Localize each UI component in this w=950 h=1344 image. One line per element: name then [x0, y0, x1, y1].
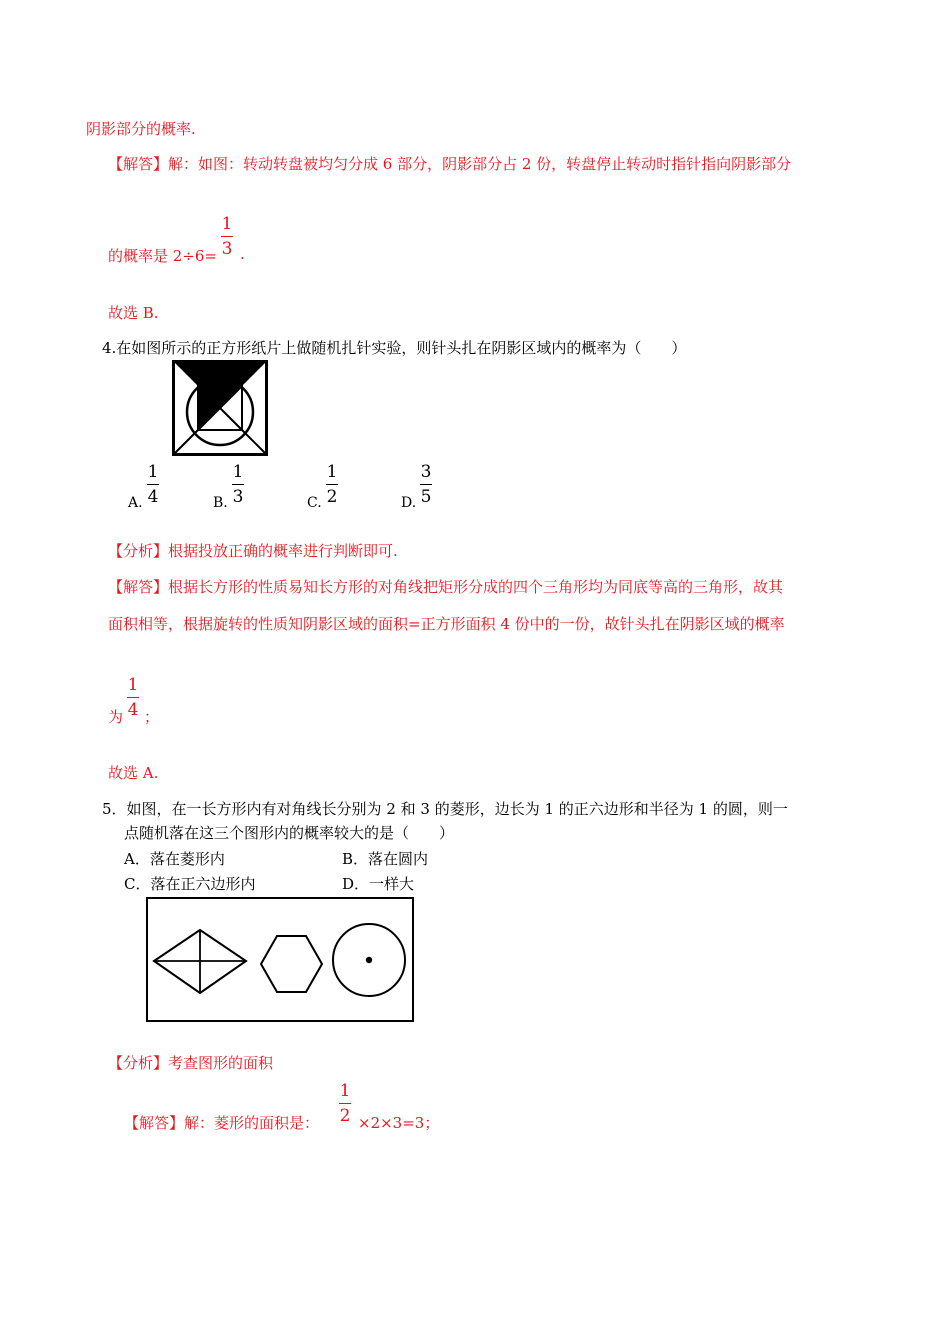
q4-analysis [108, 540, 398, 561]
fraction-denominator: 3 [221, 239, 233, 260]
analysis-label: 【分析】 [108, 542, 169, 560]
analysis-text: 根据投放正确的概率进行判断即可. [168, 542, 398, 560]
q3-answer-line1 [108, 153, 791, 174]
fraction-numerator: 1 [326, 462, 338, 482]
q4-answer-line1 [108, 576, 783, 597]
q4-option-d-label: D. [401, 495, 417, 511]
q4-choice: 故选 A. [108, 764, 159, 782]
q5-answer-prefix [124, 1112, 319, 1133]
fraction-numerator: 1 [232, 462, 244, 482]
answer-label: 【解答】 [108, 578, 169, 596]
analysis-text: 考查图形的面积 [168, 1054, 274, 1072]
analysis-label: 【分析】 [108, 1054, 169, 1072]
q5-option-b: B．落在圆内 [342, 850, 429, 868]
q5-stem-line2: 点随机落在这三个图形内的概率较大的是（ ） [124, 824, 455, 842]
q3-choice: 故选 B. [108, 304, 159, 322]
fraction-denominator: 2 [326, 487, 338, 508]
answer-text: 解：如图：转动转盘被均匀分成 6 部分，阴影部分占 2 份，转盘停止转动时指针指向阴影部分 [168, 155, 792, 173]
fraction-denominator: 3 [232, 487, 244, 508]
q4-stem: 4.在如图所示的正方形纸片上做随机扎针实验，则针头扎在阴影区域内的概率为（ ） [102, 339, 687, 357]
fraction-numerator: 1 [147, 462, 159, 482]
answer-text: 根据长方形的性质易知长方形的对角线把矩形分成的四个三角形均为同底等高的三角形，故其 [168, 578, 784, 596]
q4-square-figure [172, 360, 268, 456]
fraction-bar [326, 484, 338, 485]
fraction-bar [339, 1103, 351, 1104]
fraction-numerator: 3 [420, 462, 432, 482]
fraction-bar [127, 697, 139, 698]
fraction-bar [420, 484, 432, 485]
q4-option-b-label: B. [213, 495, 228, 511]
q4-answer-line3-suffix: ； [144, 708, 160, 726]
answer-text: 解：菱形的面积是： [184, 1114, 320, 1132]
fraction-bar [221, 236, 233, 237]
fraction-bar [147, 484, 159, 485]
fraction-denominator: 5 [420, 487, 432, 508]
q5-option-c: C．落在正六边形内 [124, 875, 256, 893]
q5-option-d: D．一样大 [342, 875, 415, 893]
answer-label: 【解答】 [108, 155, 169, 173]
circle-center-dot [366, 957, 372, 963]
q3-answer-fraction [221, 214, 233, 259]
q4-answer-line2: 面积相等，根据旋转的性质知阴影区域的面积=正方形面积 4 份中的一份，故针头扎在阴影区域的概率 [108, 615, 785, 633]
fraction-denominator: 2 [339, 1106, 351, 1127]
fraction-denominator: 4 [127, 700, 139, 721]
fraction-bar [232, 484, 244, 485]
q5-analysis [108, 1052, 273, 1073]
q5-shapes-figure [146, 897, 414, 1022]
q4-option-c-fraction [326, 462, 338, 507]
q5-option-a: A．落在菱形内 [124, 850, 225, 868]
q5-stem-line1: 5．如图，在一长方形内有对角线长分别为 2 和 3 的菱形，边长为 1 的正六边形和半径为 1 的圆，则一 [102, 800, 788, 818]
q5-answer-fraction [339, 1081, 351, 1126]
q4-option-a-fraction [147, 462, 159, 507]
q4-answer-fraction [127, 675, 139, 720]
fraction-numerator: 1 [339, 1081, 351, 1101]
q4-answer-line3-prefix: 为 [108, 708, 124, 726]
q3-tail-line: 阴影部分的概率. [86, 120, 196, 138]
q3-answer-line2-prefix: 的概率是 2÷6= [108, 247, 217, 265]
q3-answer-line2-suffix: . [240, 245, 245, 263]
fraction-numerator: 1 [127, 675, 139, 695]
fraction-denominator: 4 [147, 487, 159, 508]
q4-option-a-label: A. [128, 495, 143, 511]
q4-option-b-fraction [232, 462, 244, 507]
answer-label: 【解答】 [124, 1114, 185, 1132]
q4-option-d-fraction [420, 462, 432, 507]
q5-answer-suffix: ×2×3=3； [358, 1114, 440, 1132]
q4-option-c-label: C. [307, 495, 322, 511]
fraction-numerator: 1 [221, 214, 233, 234]
